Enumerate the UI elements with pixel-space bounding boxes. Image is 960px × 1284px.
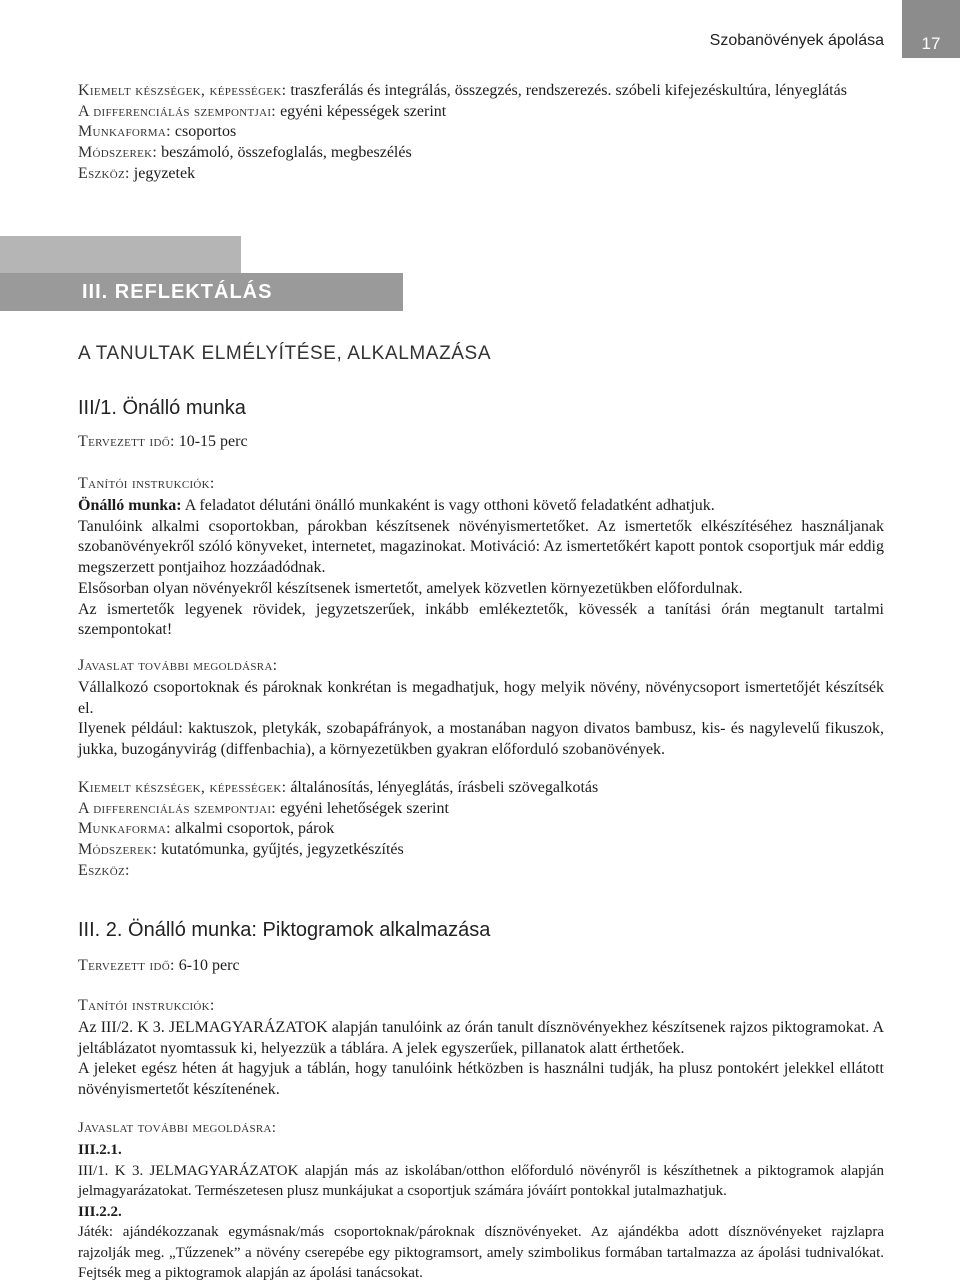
part2-time-value: 6-10 perc <box>178 957 240 974</box>
part1-paragraph-2: Tanulóink alkalmi csoportokban, párokban készítsenek növényismertetőket. Az ismertetők elkészítéséhez használjanak szobanövényekről szóló könyveket, internetet, magazinokat. Motiváció: Az ismertetőkért kapott pontok csoportjuk már eddig megszerzett pontjaihoz hozzáadódnak. <box>78 517 884 577</box>
part1-suggestions <box>78 678 884 761</box>
skills-row <box>78 81 888 102</box>
part1-title: III/1. Önálló munka <box>78 397 246 419</box>
diff-value: egyéni képességek szerint <box>280 102 447 120</box>
part2-sub1-text: III/1. K 3. JELMAGYARÁZATOK alapján más az iskolában/otthon előforduló növényről is készíthetnek a piktogramok alapján jelmagyarázatokat. Természetesen plusz munkájukat a csoportjuk számára jóváírt pontokkal jutalmazhatjuk. <box>78 1162 884 1199</box>
diff-label: A differenciálás szempontjai: <box>78 102 277 120</box>
part2-instr-label: Tanítói instrukciók: <box>78 997 215 1014</box>
part1-method-row <box>78 840 888 861</box>
part2-time-row <box>78 957 240 975</box>
part1-meta-block <box>78 778 888 882</box>
method-label: Módszerek: <box>78 144 158 162</box>
page-number: 17 <box>921 34 941 53</box>
part2-suggestions <box>78 1140 884 1284</box>
part1-diff-row <box>78 799 888 820</box>
part1-lead <box>78 496 884 517</box>
tool-value: jegyzetek <box>133 164 196 182</box>
part1-time-row <box>78 433 248 451</box>
part2-sub2-text: Játék: ajándékozzanak egymásnak/más csoportoknak/pároknak dísznövényeket. Az ajándékba adott dísznövényeket rajzlapra rajzolják meg. „Tűzzenek” a növény cserepébe egy piktogramsort, amely szimbolikus formában tartalmazza az ápolási tudnivalókat. Fejtsék meg a piktogramok alapján az ápolási tanácsokat. <box>78 1224 884 1281</box>
part1-form-label: Munkaforma: <box>78 820 171 838</box>
form-row <box>78 122 888 143</box>
part1-lead-text: A feladatot délutáni önálló munkaként is vagy otthoni követő feladatként adhatjuk. <box>184 497 715 514</box>
part1-diff-value: egyéni lehetőségek szerint <box>280 799 449 817</box>
part2-paragraph-2: A jeleket egész héten át hagyjuk a táblán, hogy tanulóink hétközben is használni tudják, ha plusz pontokért jelekkel ellátott növényismertetőt készítenének. <box>78 1060 884 1099</box>
top-meta-block <box>78 81 888 185</box>
part1-suggestion-2: Ilyenek például: kaktuszok, pletykák, szobapáfrányok, a mostanában nagyon divatos bambusz, kis- és nagylevelű fikuszok, jukka, buzogányvirág (diffenbachia), a környezetükben gyakran előforduló szobanövények. <box>78 720 884 759</box>
part2-suggest-label: Javaslat további megoldásra: <box>78 1120 277 1136</box>
part2-sub2-heading: III.2.2. <box>78 1203 122 1220</box>
skills-value: traszferálás és integrálás, összegzés, rendszerezés. szóbeli kifejezéskultúra, lényeglátás <box>290 82 847 99</box>
part1-form-row <box>78 819 888 840</box>
part1-diff-label: A differenciálás szempontjai: <box>78 799 277 817</box>
part1-suggestion-1: Vállalkozó csoportoknak és pároknak konkrétan is megadhatjuk, hogy melyik növény, növénycsoport ismertetőjét készítsék el. <box>78 679 884 717</box>
tool-label: Eszköz: <box>78 164 130 182</box>
part1-method-label: Módszerek: <box>78 841 158 859</box>
tool-row <box>78 164 888 185</box>
part1-time-value: 10-15 perc <box>178 433 248 450</box>
method-value: beszámoló, összefoglalás, megbeszélés <box>161 144 412 162</box>
part2-time-label: Tervezett idő: <box>78 957 175 974</box>
part1-method-value: kutatómunka, gyűjtés, jegyzetkészítés <box>161 841 404 859</box>
part1-time-label: Tervezett idő: <box>78 433 175 450</box>
part1-paragraph-4: Az ismertetők legyenek rövidek, jegyzetszerűek, inkább emlékeztetők, kövessék a tanítási órán megtanult tartalmi szempontokat! <box>78 600 884 639</box>
part2-sub2-label <box>78 1202 884 1223</box>
form-label: Munkaforma: <box>78 123 171 141</box>
part1-skills-row <box>78 778 888 799</box>
part2-instructions <box>78 1018 884 1101</box>
part1-paragraph-3: Elsősorban olyan növényekről készítsenek ismertetőt, amelyek közvetlen környezetükben előfordulnak. <box>78 579 743 597</box>
part1-form-value: alkalmi csoportok, párok <box>174 820 335 838</box>
page-number-tab <box>902 0 960 58</box>
part2-sub1-heading: III.2.1. <box>78 1142 122 1158</box>
part1-skills-label: Kiemelt készségek, képességek: <box>78 779 287 796</box>
running-header-title: Szobanövények ápolása <box>709 32 884 49</box>
diff-row <box>78 102 888 123</box>
part1-lead-bold: Önálló munka: <box>78 497 182 514</box>
part1-skills-value: általánosítás, lényeglátás, írásbeli szövegalkotás <box>290 779 599 796</box>
method-row <box>78 143 888 164</box>
skills-label: Kiemelt készségek, képességek: <box>78 82 287 99</box>
form-value: csoportos <box>174 123 237 141</box>
part2-sub1-label <box>78 1140 884 1161</box>
section-subheading: A TANULTAK ELMÉLYÍTÉSE, ALKALMAZÁSA <box>78 343 492 364</box>
part1-instructions <box>78 496 884 641</box>
part1-tool-row <box>78 861 888 882</box>
part1-instr-label: Tanítói instrukciók: <box>78 475 215 492</box>
part2-paragraph-1: Az III/2. K 3. JELMAGYARÁZATOK alapján tanulóink az órán tanult dísznövényekhez készítsenek rajzos piktogramokat. A jeltáblázatot nyomtassuk ki, helyezzük a táblára. A jelek egyszerűek, pillanatok alatt érthetőek. <box>78 1019 884 1057</box>
section-banner-top-bar <box>0 236 241 278</box>
part1-tool-label: Eszköz: <box>78 861 130 879</box>
part2-title: III. 2. Önálló munka: Piktogramok alkalmazása <box>78 919 491 941</box>
part1-suggest-label: Javaslat további megoldásra: <box>78 657 278 674</box>
section-heading: III. REFLEKTÁLÁS <box>82 281 273 303</box>
